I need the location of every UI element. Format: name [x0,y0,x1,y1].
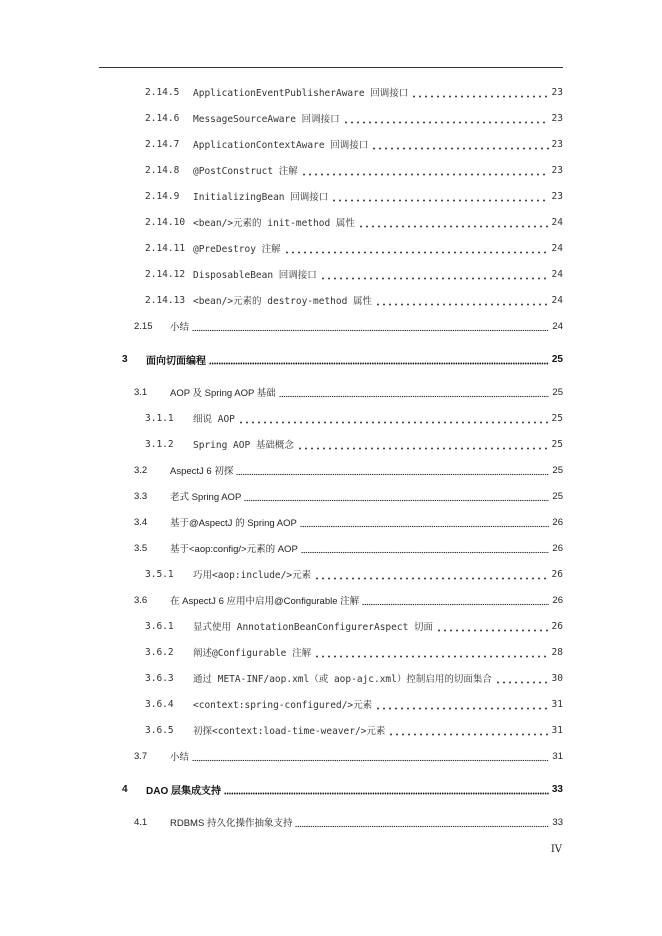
toc-entry-page: 24 [551,216,563,228]
toc-entry-title: InitializingBean 回调接口 [193,192,329,203]
toc-entry-page: 25 [552,490,563,502]
toc-entry-title: 面向切面编程 [146,355,206,366]
toc-entry-page: 33 [551,783,563,795]
toc-entry-number: 3.6.3 [145,672,174,684]
toc-entry[interactable] [0,293,563,307]
toc-entry-title: 基于<aop:config/>元素的 AOP [170,544,298,555]
toc-entry-title: 初探<context:load-time-weaver/>元素 [193,726,386,737]
toc-entry[interactable] [0,385,563,399]
dot-leader [236,467,549,477]
toc-entry-page: 28 [551,646,563,658]
toc-entry-page: 23 [551,138,563,150]
toc-entry-number: 2.14.9 [145,190,180,202]
toc-entry[interactable] [0,352,563,366]
dot-leader [279,389,550,399]
toc-entry[interactable] [0,489,563,503]
toc-entry-number: 4.1 [134,816,148,828]
toc-entry-number: 3.1 [134,386,148,398]
toc-entry-title: 通过 META-INF/aop.xml（或 aop-ajc.xml）控制启用的切面集合 [193,674,492,685]
toc-entry-title: 小结 [170,752,190,763]
toc-entry-page: 23 [551,86,563,98]
toc-entry[interactable] [0,567,563,581]
toc-entry-title: AspectJ 6 初探 [170,466,234,477]
toc-entry[interactable] [0,111,563,125]
toc-entry-page: 24 [551,268,563,280]
dot-leader [192,323,549,333]
toc-entry-number: 2.14.11 [145,242,186,254]
toc-entry-title: ApplicationEventPublisherAware 回调接口 [193,88,409,99]
toc-entry[interactable] [0,267,563,281]
toc-entry-number: 3.6.2 [145,646,174,658]
dot-leader [295,819,549,829]
toc-entry-title: ApplicationContextAware 回调接口 [193,140,369,151]
toc-entry-title: 细说 AOP [193,414,235,425]
toc-entry-page: 24 [552,320,563,332]
toc-entry[interactable] [0,515,563,529]
toc-entry-number: 2.15 [134,320,153,332]
toc-entry-title: MessageSourceAware 回调接口 [193,114,340,125]
toc-entry-number: 3.6 [134,594,148,606]
toc-entry[interactable] [0,619,563,633]
dot-leader [238,415,549,425]
toc-entry-number: 2.14.12 [145,268,186,280]
header-rule [99,67,563,68]
dot-leader [244,493,549,503]
dot-leader [411,89,548,99]
toc-entry-title: <bean/>元素的 init-method 属性 [193,218,355,229]
toc-entry[interactable] [0,241,563,255]
toc-entry-page: 25 [551,438,563,450]
toc-entry-number: 3.4 [134,516,148,528]
toc-entry-title: <context:spring-configured/>元素 [193,700,373,711]
toc-entry-number: 2.14.13 [145,294,186,306]
toc-entry-title: 巧用<aop:include/>元素 [193,570,312,581]
dot-leader [320,271,549,281]
dot-leader [331,193,548,203]
toc-entry-number: 2.14.6 [145,112,180,124]
toc-entry-page: 24 [551,242,563,254]
page-number: IV [550,844,562,855]
toc-entry-number: 4 [122,783,128,795]
toc-entry-number: 3.5 [134,542,148,554]
dot-leader [284,245,549,255]
toc-entry-number: 3.6.4 [145,698,174,710]
toc-entry[interactable] [0,85,563,99]
toc-entry-page: 31 [551,724,563,736]
toc-entry-number: 3.1.2 [145,438,174,450]
toc-entry[interactable] [0,189,563,203]
toc-entry[interactable] [0,463,563,477]
toc-entry-number: 3.7 [134,750,148,762]
dot-leader [300,519,550,529]
toc-entry[interactable] [0,671,563,685]
dot-leader [314,571,548,581]
toc-entry[interactable] [0,437,563,451]
dot-leader [495,675,549,685]
toc-entry-title: @PreDestroy 注解 [193,244,281,255]
toc-entry-number: 3.2 [134,464,148,476]
toc-entry-page: 26 [552,516,563,528]
dot-leader [375,297,548,307]
dot-leader [358,219,549,229]
toc-entry-title: 小结 [170,322,190,333]
toc-entry[interactable] [0,163,563,177]
toc-entry-number: 3.5.1 [145,568,174,580]
dot-leader [192,753,549,763]
toc-entry-page: 31 [552,750,563,762]
toc-entry-page: 25 [551,412,563,424]
toc-entry-page: 26 [551,568,563,580]
toc-entry-number: 3.3 [134,490,148,502]
dot-leader [314,649,548,659]
dot-leader [388,727,548,737]
toc-entry-page: 31 [551,698,563,710]
toc-entry-page: 25 [551,353,563,365]
toc-entry[interactable] [0,782,563,796]
toc-entry-page: 25 [552,386,563,398]
toc-entry-title: 在 AspectJ 6 应用中启用@Configurable 注解 [170,596,360,607]
toc-entry[interactable] [0,319,563,333]
toc-entry[interactable] [0,723,563,737]
toc-entry-title: 基于@AspectJ 的 Spring AOP [170,518,297,529]
toc-entry-number: 2.14.5 [145,86,180,98]
toc-entry-title: RDBMS 持久化操作抽象支持 [170,818,293,829]
toc-entry-page: 23 [551,190,563,202]
toc-entry-title: Spring AOP 基础概念 [193,440,294,451]
toc-entry[interactable] [0,697,563,711]
toc-entry[interactable] [0,541,563,555]
toc-entry-number: 2.14.10 [145,216,186,228]
toc-entry-title: AOP 及 Spring AOP 基础 [170,388,276,399]
toc-entry[interactable] [0,593,563,607]
toc-entry[interactable] [0,645,563,659]
toc-entry-number: 3.6.1 [145,620,174,632]
toc-entry[interactable] [0,411,563,425]
toc-entry-title: DisposableBean 回调接口 [193,270,317,281]
toc-entry-number: 3.6.5 [145,724,174,736]
dot-leader [224,786,549,796]
dot-leader [297,441,549,451]
toc-entry-page: 26 [552,594,563,606]
toc-entry[interactable] [0,137,563,151]
toc-entry-title: @PostConstruct 注解 [193,166,298,177]
dot-leader [436,623,549,633]
toc-entry[interactable] [0,815,563,829]
toc-entry-number: 2.14.7 [145,138,180,150]
dot-leader [375,701,548,711]
toc-entry-page: 23 [551,164,563,176]
toc-entry-title: DAO 层集成支持 [146,785,221,796]
toc-entry-page: 23 [551,112,563,124]
toc-entry-page: 33 [552,816,563,828]
toc-entry-title: 阐述@Configurable 注解 [193,648,312,659]
toc-entry-number: 3 [122,353,128,365]
toc-entry-page: 25 [552,464,563,476]
toc-entry-page: 24 [551,294,563,306]
toc-entry-title: <bean/>元素的 destroy-method 属性 [193,296,373,307]
toc-entry[interactable] [0,749,563,763]
toc-entry-title: 老式 Spring AOP [170,492,242,503]
toc-entry-title: 显式使用 AnnotationBeanConfigurerAspect 切面 [193,622,434,633]
toc-entry-page: 26 [551,620,563,632]
toc-entry[interactable] [0,215,563,229]
toc-entry-number: 2.14.8 [145,164,180,176]
dot-leader [362,597,549,607]
dot-leader [301,545,550,555]
toc-entry-number: 3.1.1 [145,412,174,424]
toc-entry-page: 30 [551,672,563,684]
toc-entry-page: 26 [552,542,563,554]
dot-leader [301,167,549,177]
dot-leader [209,356,549,366]
dot-leader [371,141,548,151]
dot-leader [343,115,549,125]
